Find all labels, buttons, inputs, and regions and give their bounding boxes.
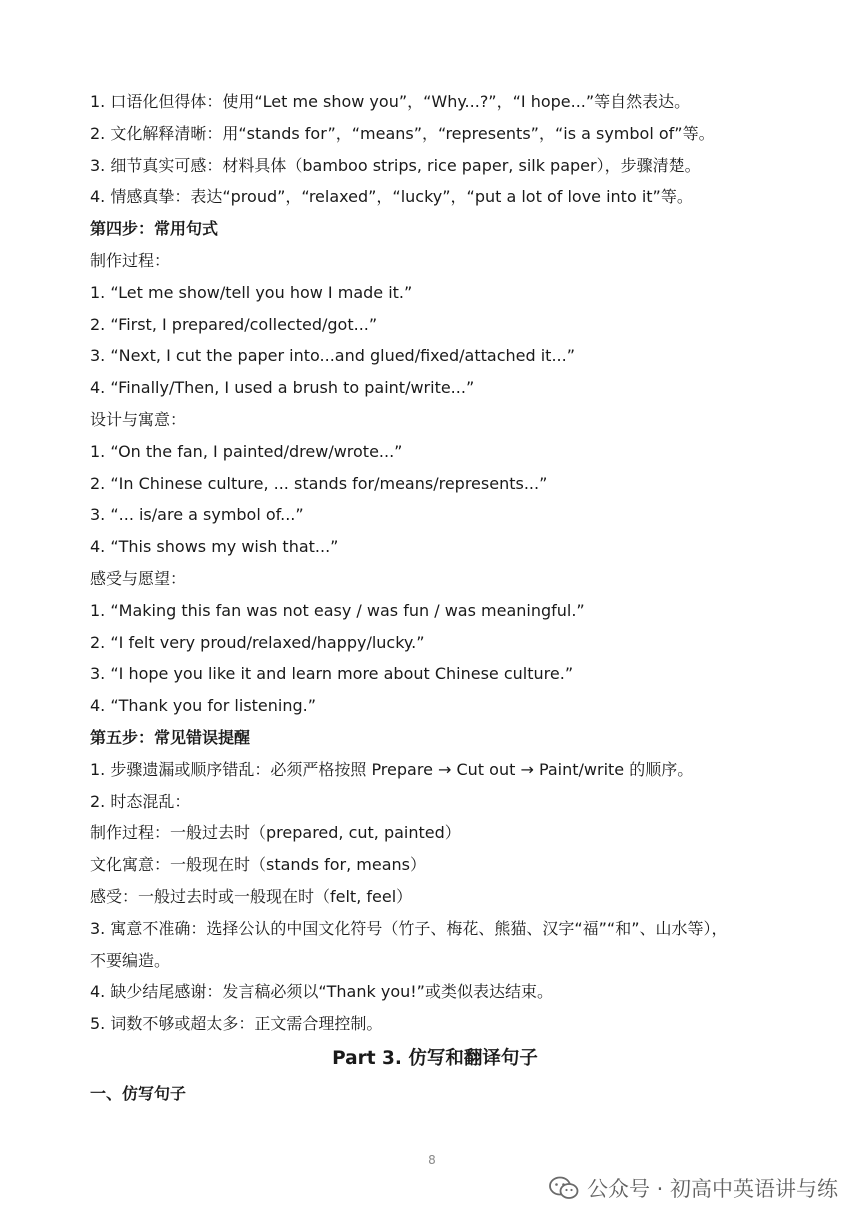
list-item: 1. “On the fan, I painted/drew/wrote...”	[90, 441, 403, 461]
list-item: 3. “Next, I cut the paper into...and glued/fixed/attached it...”	[90, 346, 575, 366]
list-item: 2. “First, I prepared/collected/got...”	[90, 314, 378, 334]
list-item: 不要编造。	[90, 950, 171, 970]
list-item: 1. “Let me show/tell you how I made it.”	[90, 282, 413, 302]
list-item: 4. “Thank you for listening.”	[90, 696, 317, 716]
group-label: 感受与愿望：	[90, 568, 187, 588]
part3-subheading: 一、仿写句子	[90, 1083, 187, 1103]
list-item: 感受：一般过去时或一般现在时（felt, feel）	[90, 886, 413, 906]
step4-group-process	[90, 245, 780, 404]
list-item: 1. 步骤遗漏或顺序错乱：必须严格按照 Prepare → Cut out → Paint/write 的顺序。	[90, 759, 694, 779]
list-item: 1. 口语化但得体：使用“Let me show you”，“Why...?”，“I hope...”等自然表达。	[90, 92, 691, 111]
list-item: 文化寓意：一般现在时（stands for, means）	[90, 855, 427, 875]
list-item: 3. 细节真实可感：材料具体（bamboo strips, rice paper, silk paper），步骤清楚。	[90, 155, 701, 175]
document-body	[90, 86, 780, 1110]
watermark-text: 公众号 · 初高中英语讲与练	[586, 1177, 838, 1201]
list-item: 制作过程：一般过去时（prepared, cut, painted）	[90, 823, 461, 843]
wechat-icon	[549, 1176, 579, 1200]
step4-group-feelings	[90, 563, 780, 722]
list-item: 4. “Finally/Then, I used a brush to paint/write...”	[90, 378, 475, 398]
list-item: 3. “... is/are a symbol of...”	[90, 505, 304, 525]
watermark	[549, 1170, 838, 1206]
list-item: 3. 寓意不准确：选择公认的中国文化符号（竹子、梅花、熊猫、汉字“福”“和”、山水等），	[90, 918, 728, 938]
list-item: 1. “Making this fan was not easy / was fun / was meaningful.”	[90, 600, 585, 620]
list-item: 5. 词数不够或超太多：正文需合理控制。	[90, 1014, 383, 1034]
step4-heading: 第四步：常用句式	[90, 219, 219, 239]
list-item: 4. 缺少结尾感谢：发言稿必须以“Thank you!”或类似表达结束。	[90, 982, 553, 1002]
list-item: 3. “I hope you like it and learn more about Chinese culture.”	[90, 664, 574, 684]
list-item: 4. 情感真挚：表达“proud”，“relaxed”，“lucky”，“put a lot of love into it”等。	[90, 187, 693, 207]
list-item: 2. “I felt very proud/relaxed/happy/lucky.”	[90, 632, 425, 652]
group-label: 设计与寓意：	[90, 409, 187, 429]
list-item: 2. 时态混乱：	[90, 791, 191, 811]
step5-heading: 第五步：常见错误提醒	[90, 727, 251, 747]
list-item: 4. “This shows my wish that...”	[90, 537, 339, 557]
page-number: 8	[428, 1153, 436, 1167]
part3-title: Part 3. 仿写和翻译句子	[332, 1047, 538, 1069]
list-item: 2. 文化解释清晰：用“stands for”，“means”，“represents”，“is a symbol of”等。	[90, 123, 715, 143]
list-item: 2. “In Chinese culture, ... stands for/means/represents...”	[90, 473, 548, 493]
advantages-list	[90, 86, 780, 213]
step4-group-design	[90, 404, 780, 563]
step5-list	[90, 754, 780, 1040]
group-label: 制作过程：	[90, 250, 171, 270]
